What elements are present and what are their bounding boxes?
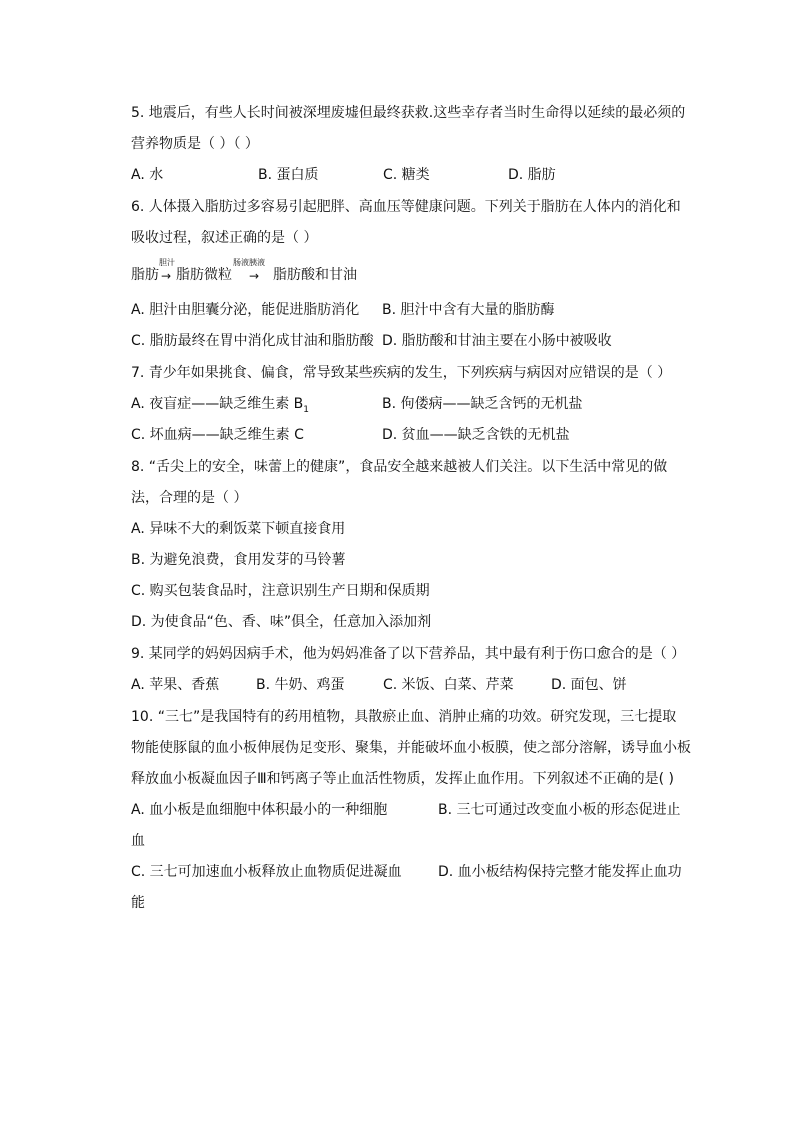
q10-stem-line1: 10. “三七”是我国特有的药用植物，具散瘀止血、消肿止痛的功效。研究发现，三七提取 xyxy=(131,709,677,725)
q10-option-d: D. 血小板结构保持完整才能发挥止血功 xyxy=(438,864,682,880)
q5-stem-line1: 5. 地震后，有些人长时间被深埋废墟但最终获救.这些幸存者当时生命得以延续的最必须的 xyxy=(131,105,686,121)
q5-option-c: C. 糖类 xyxy=(383,167,430,183)
q7-option-a xyxy=(131,395,309,419)
q5-option-b: B. 蛋白质 xyxy=(258,167,319,183)
q7-option-a-text: A. 夜盲症——缺乏维生素 B xyxy=(131,396,304,412)
q6-stem-line2: 吸收过程，叙述正确的是（ ） xyxy=(131,230,318,246)
q5-option-d: D. 脂肪 xyxy=(508,167,556,183)
q6-digestion-formula xyxy=(131,258,451,290)
q5-option-a: A. 水 xyxy=(131,167,164,183)
q5-stem-line2: 营养物质是（ ）（ ） xyxy=(131,136,259,152)
q6-option-d: D. 脂肪酸和甘油主要在小肠中被吸收 xyxy=(382,333,612,349)
q8-option-c: C. 购买包装食品时，注意识别生产日期和保质期 xyxy=(131,583,430,599)
q8-option-a: A. 异味不大的剩饭菜下顿直接食用 xyxy=(131,521,346,537)
formula-fat-droplets: 脂肪微粒 xyxy=(176,267,232,283)
formula-fatty-acid-glycerol: 脂肪酸和甘油 xyxy=(273,267,357,283)
formula-arrow-1: → xyxy=(161,269,172,283)
q6-stem-line1: 6. 人体摄入脂肪过多容易引起肥胖、高血压等健康问题。下列关于脂肪在人体内的消化和 xyxy=(131,199,681,215)
q8-option-b: B. 为避免浪费，食用发芽的马铃薯 xyxy=(131,552,346,568)
formula-arrow-2: → xyxy=(249,269,260,283)
q7-option-b: B. 佝偻病——缺乏含钙的无机盐 xyxy=(382,396,583,412)
q9-option-d: D. 面包、饼 xyxy=(551,677,627,693)
q7-stem-line1: 7. 青少年如果挑食、偏食，常导致某些疾病的发生，下列疾病与病因对应错误的是（ ） xyxy=(131,365,672,381)
q9-option-c: C. 米饭、白菜、芹菜 xyxy=(383,677,514,693)
q10-stem-line3: 释放血小板凝血因子Ⅲ和钙离子等止血活性物质，发挥止血作用。下列叙述不正确的是( ) xyxy=(131,771,675,787)
q10-option-c: C. 三七可加速血小板释放止血物质促进凝血 xyxy=(131,864,402,880)
q6-option-b: B. 胆汁中含有大量的脂肪酶 xyxy=(382,302,555,318)
q8-stem-line1: 8. “舌尖上的安全，味蕾上的健康”，食品安全越来越被人们关注。以下生活中常见的做 xyxy=(131,459,668,475)
q10-stem-line2: 物能使豚鼠的血小板伸展伪足变形、聚集，并能破坏血小板膜，使之部分溶解，诱导血小板 xyxy=(131,740,691,756)
q10-option-a: A. 血小板是血细胞中体积最小的一种细胞 xyxy=(131,802,388,818)
q7-option-c: C. 坏血病——缺乏维生素 C xyxy=(131,427,304,443)
q6-option-c: C. 脂肪最终在胃中消化成甘油和脂肪酸 xyxy=(131,333,374,349)
q8-stem-line2: 法，合理的是（ ） xyxy=(131,490,248,506)
formula-label-bile: 胆汁 xyxy=(159,258,175,267)
formula-fat: 脂肪 xyxy=(131,267,159,283)
q7-option-a-subscript: 1 xyxy=(303,404,310,415)
q6-option-a: A. 胆汁由胆囊分泌，能促进脂肪消化 xyxy=(131,302,360,318)
formula-label-intestinal-pancreatic-juice: 肠液胰液 xyxy=(233,258,265,267)
q10-option-b-continued: 血 xyxy=(131,833,145,849)
q9-option-a: A. 苹果、香蕉 xyxy=(131,677,220,693)
q10-option-d-continued: 能 xyxy=(131,895,145,911)
q9-option-b: B. 牛奶、鸡蛋 xyxy=(256,677,345,693)
q7-option-d: D. 贫血——缺乏含铁的无机盐 xyxy=(382,427,570,443)
q10-option-b: B. 三七可通过改变血小板的形态促进止 xyxy=(438,802,681,818)
q8-option-d: D. 为使食品“色、香、味”俱全，任意加入添加剂 xyxy=(131,614,432,630)
q9-stem-line1: 9. 某同学的妈妈因病手术，他为妈妈准备了以下营养品，其中最有利于伤口愈合的是（ ） xyxy=(131,646,686,662)
